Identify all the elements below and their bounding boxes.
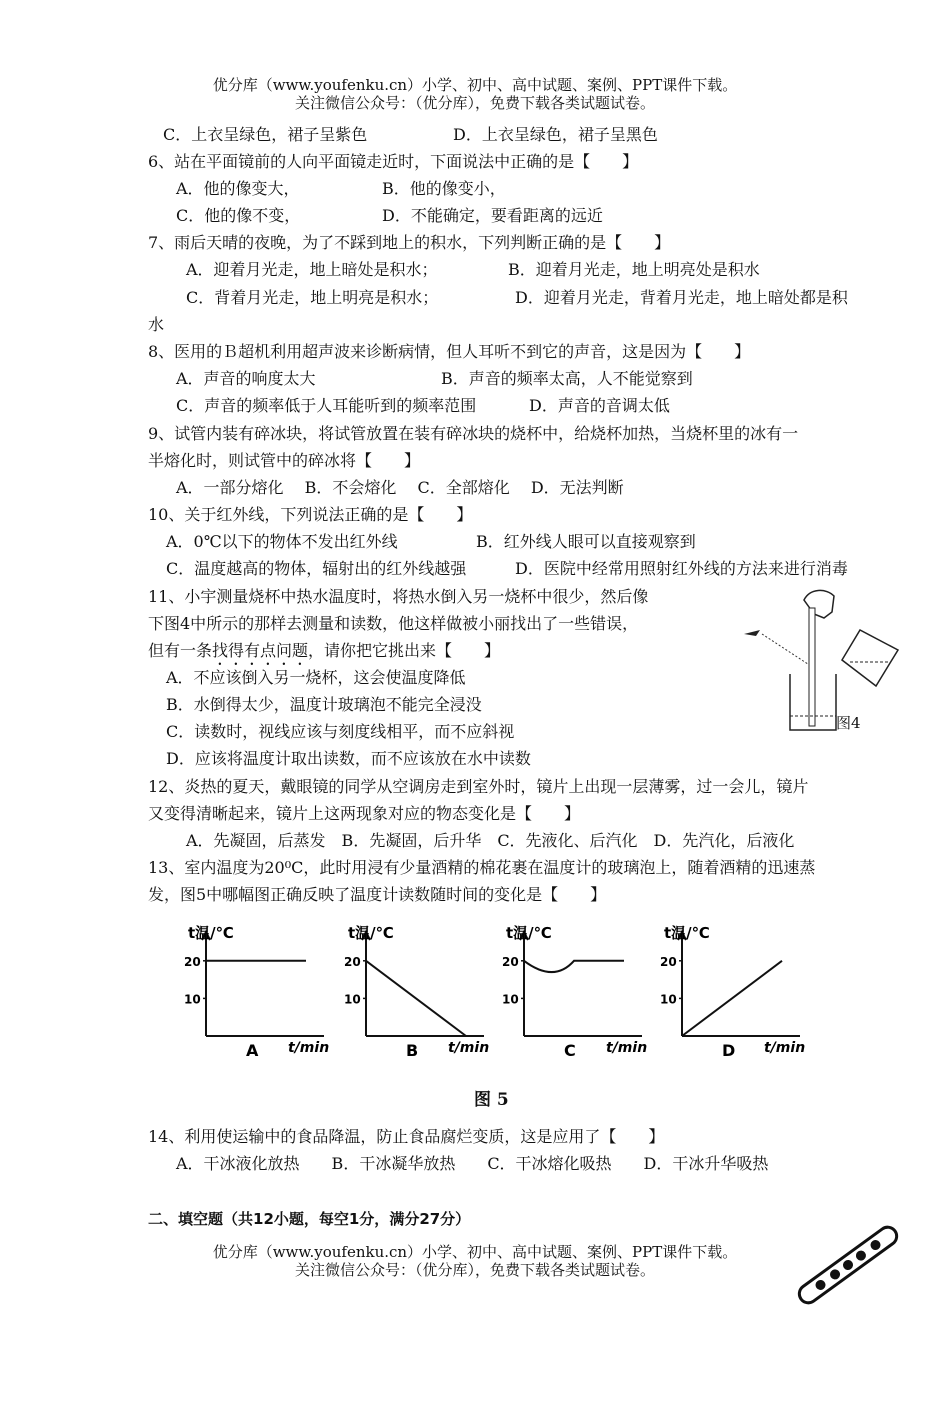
q11-option-b: B．水倒得太少，温度计玻璃泡不能完全浸没: [166, 695, 482, 714]
y-tick-label: 20: [502, 954, 519, 969]
q10-option-c: C．温度越高的物体，辐射出的红外线越强: [166, 559, 467, 578]
q11-stem-3-pre: 但有一条: [148, 641, 213, 660]
q9-stem-2: 半熔化时，则试管中的碎冰将【 】: [148, 451, 421, 470]
q12-stem-2: 又变得清晰起来，镜片上这两现象对应的物态变化是【 】: [148, 804, 581, 823]
x-axis-label: t/min: [288, 1040, 330, 1056]
q10-option-d: D．医院中经常用照射红外线的方法来进行消毒: [515, 559, 848, 578]
q7-option-c: C．背着月光走，地上明亮是积水；: [186, 288, 439, 307]
q9-stem-1: 9、试管内装有碎冰块，将试管放置在装有碎冰块的烧杯中，给烧杯加热，当烧杯里的冰有一: [148, 424, 799, 443]
q11-option-d: D．应该将温度计取出读数，而不应该放在水中读数: [166, 749, 531, 768]
q8-option-b: B．声音的频率太高，人不能觉察到: [441, 369, 693, 388]
figure-4-thermometer-diagram: [738, 582, 908, 742]
q11-option-a: A．不应该倒入另一烧杯，这会使温度降低: [166, 668, 466, 687]
q10-option-b: B．红外线人眼可以直接观察到: [476, 532, 696, 551]
q6-option-c: C．他的像不变，: [176, 206, 301, 225]
y-tick-label: 10: [502, 992, 519, 1007]
y-tick-label: 10: [660, 992, 677, 1007]
header-line-1: 优分库（www.youfenku.cn）小学、初中、高中试题、案例、PPT课件下载。: [212, 76, 738, 94]
y-axis-label: t温/℃: [188, 924, 234, 942]
q7-option-b: B．迎着月光走，地上明亮处是积水: [508, 260, 760, 279]
q11-stem-2: 下图4中所示的那样去测量和读数，他这样做被小丽找出了一些错误，: [148, 614, 639, 633]
series-line: [366, 961, 466, 1036]
chart-letter: B: [406, 1041, 419, 1060]
eye-icon: [744, 630, 760, 636]
y-axis-label: t温/℃: [348, 924, 394, 942]
q10-stem: 10、关于红外线，下列说法正确的是【 】: [148, 505, 473, 524]
q6-option-d: D．不能确定，要看距离的远近: [382, 206, 603, 225]
section-2-title: 二、填空题（共12小题，每空1分，满分27分）: [148, 1210, 471, 1228]
q5-option-d: D．上衣呈绿色，裙子呈黑色: [453, 125, 658, 144]
figure-4-label: 图4: [836, 714, 861, 732]
y-tick-label: 20: [344, 954, 361, 969]
y-axis-label: t温/℃: [664, 924, 710, 942]
figure-5-label: 图 5: [474, 1090, 509, 1110]
chart-letter: A: [246, 1041, 259, 1060]
flute-illustration: [788, 1220, 908, 1310]
q13-stem-2: 发，图5中哪幅图正确反映了温度计读数随时间的变化是【 】: [148, 885, 607, 904]
x-axis-label: t/min: [764, 1040, 806, 1056]
footer-line-1: 优分库（www.youfenku.cn）小学、初中、高中试题、案例、PPT课件下载。: [212, 1243, 738, 1261]
q7-option-a: A．迎着月光走，地上暗处是积水；: [186, 260, 438, 279]
q7-option-d-cont: 水: [148, 315, 165, 334]
q13-stem-1: 13、室内温度为20⁰C，此时用浸有少量酒精的棉花裹在温度计的玻璃泡上，随着酒精的迅速蒸: [148, 858, 816, 877]
q6-stem: 6、站在平面镜前的人向平面镜走近时，下面说法中正确的是【 】: [148, 152, 639, 171]
y-tick-label: 10: [344, 992, 361, 1007]
q7-option-d: D．迎着月光走，背着月光走，地上暗处都是积: [515, 288, 848, 307]
chart-A: [184, 924, 329, 1060]
q14-options: A．干冰液化放热 B．干冰凝华放热 C．干冰熔化吸热 D．干冰升华吸热: [176, 1154, 769, 1173]
chart-C: [502, 924, 647, 1060]
q11-stem-3-emphasis: 找得有点问题: [212, 641, 309, 660]
chart-letter: C: [564, 1041, 576, 1060]
y-tick-label: 20: [660, 954, 677, 969]
chart-D: [660, 924, 805, 1060]
q6-option-a: A．他的像变大，: [176, 179, 300, 198]
q7-stem: 7、雨后天晴的夜晚，为了不踩到地上的积水，下列判断正确的是【 】: [148, 233, 671, 252]
chart-letter: D: [722, 1041, 736, 1060]
pouring-beaker: [842, 630, 898, 686]
q11-stem-1: 11、小宇测量烧杯中热水温度时，将热水倒入另一烧杯中很少，然后像: [148, 587, 649, 606]
x-axis-label: t/min: [606, 1040, 648, 1056]
q8-stem: 8、医用的Ｂ超机利用超声波来诊断病情，但人耳听不到它的声音，这是因为【 】: [148, 342, 751, 361]
q11-option-c: C．读数时，视线应该与刻度线相平，而不应斜视: [166, 722, 515, 741]
footer-line-2: 关注微信公众号：（优分库），免费下载各类试题试卷。: [294, 1261, 655, 1279]
figure-5-charts: [170, 918, 810, 1068]
q11-stem-3-post: ，请你把它挑出来【 】: [308, 641, 501, 660]
x-axis-label: t/min: [448, 1040, 490, 1056]
q10-option-a: A．0℃以下的物体不发出红外线: [166, 532, 398, 551]
y-axis-label: t温/℃: [506, 924, 552, 942]
chart-B: [344, 924, 489, 1060]
series-line: [682, 961, 782, 1036]
q8-option-a: A．声音的响度太大: [176, 369, 316, 388]
q12-stem-1: 12、炎热的夏天，戴眼镜的同学从空调房走到室外时，镜片上出现一层薄雾，过一会儿，镜片: [148, 777, 809, 796]
q11-stem-3: [148, 641, 500, 669]
q14-stem: 14、利用使运输中的食品降温，防止食品腐烂变质，这是应用了【 】: [148, 1127, 665, 1146]
y-tick-label: 20: [184, 954, 201, 969]
series-line: [524, 961, 624, 972]
header-line-2: 关注微信公众号：（优分库），免费下载各类试题试卷。: [294, 94, 655, 112]
y-tick-label: 10: [184, 992, 201, 1007]
q5-option-c: C．上衣呈绿色，裙子呈紫色: [163, 125, 368, 144]
q12-options: A．先凝固，后蒸发 B．先凝固，后升华 C．先液化、后汽化 D．先汽化，后液化: [186, 831, 795, 850]
sight-line: [762, 634, 814, 668]
q8-option-d: D．声音的音调太低: [529, 396, 670, 415]
q6-option-b: B．他的像变小，: [382, 179, 506, 198]
thermometer: [809, 608, 815, 726]
q9-options: A．一部分熔化 B．不会熔化 C．全部熔化 D．无法判断: [176, 478, 624, 497]
q8-option-c: C．声音的频率低于人耳能听到的频率范围: [176, 396, 477, 415]
